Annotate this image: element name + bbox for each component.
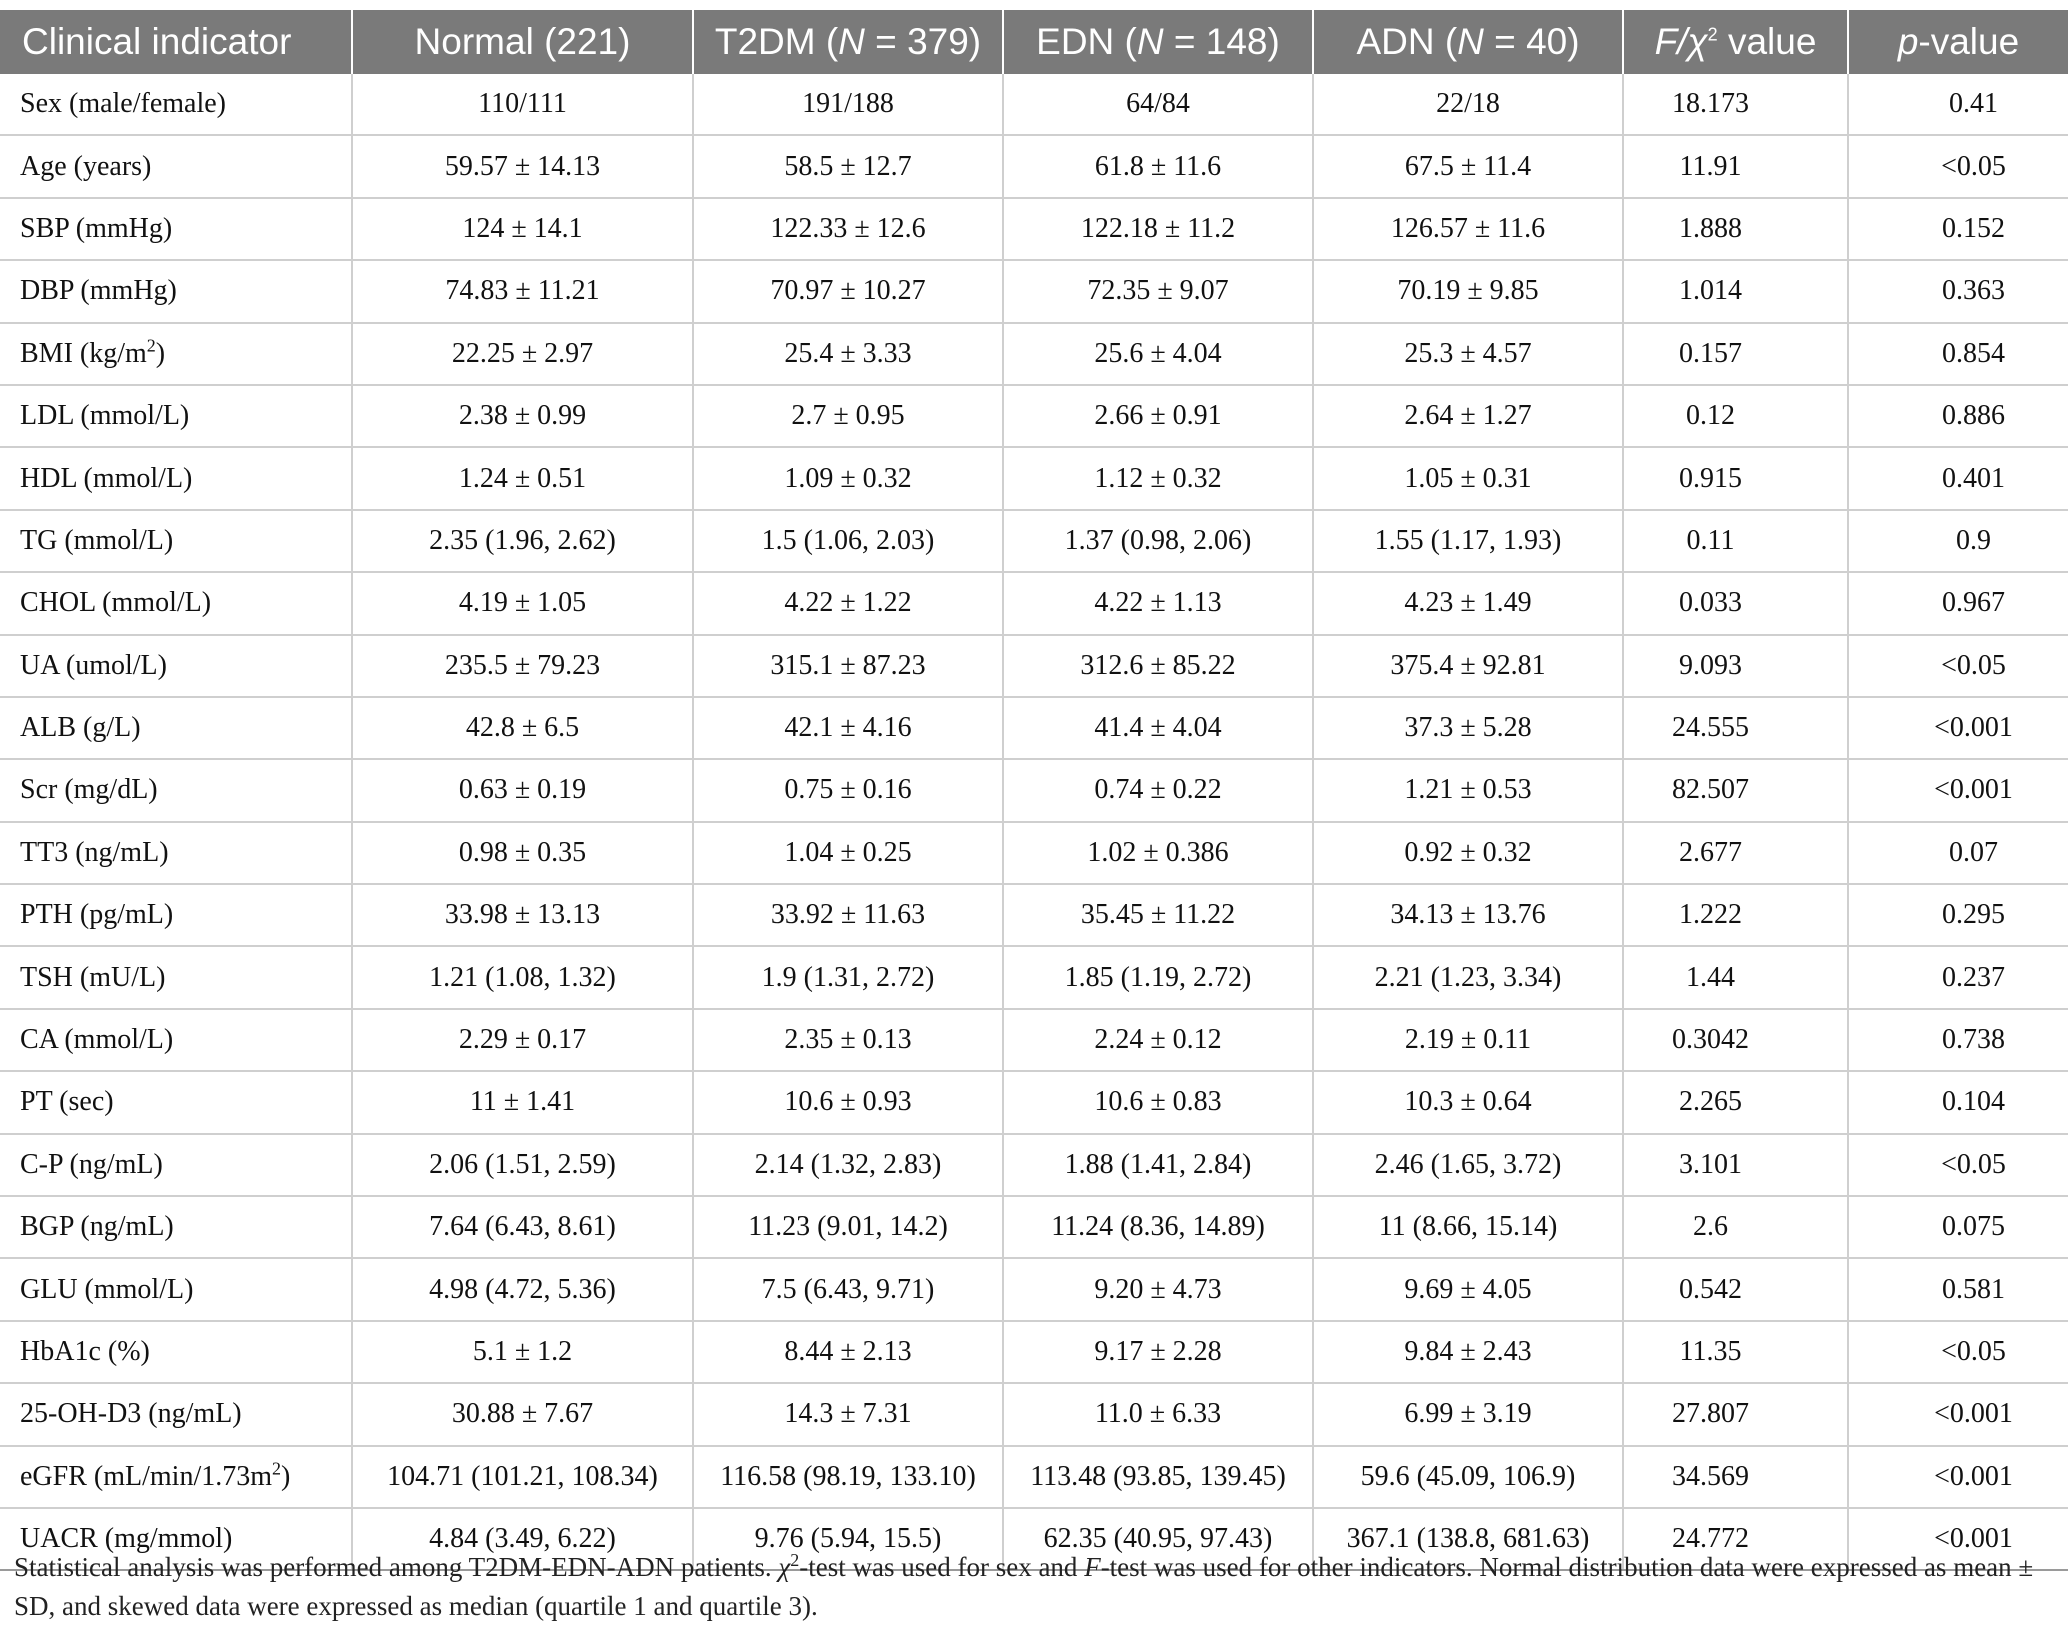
cell-edn: 64/84 [1003, 74, 1313, 135]
indicator-name-cell [0, 385, 352, 447]
cell-edn: 11.0 ± 6.33 [1003, 1383, 1313, 1445]
cell-normal: 33.98 ± 13.13 [352, 884, 693, 946]
cell-p: 0.41 [1848, 74, 2068, 135]
cell-edn: 122.18 ± 11.2 [1003, 198, 1313, 260]
table-row [0, 1321, 2068, 1383]
cell-p: 0.07 [1848, 822, 2068, 884]
cell-normal: 2.38 ± 0.99 [352, 385, 693, 447]
cell-p: <0.05 [1848, 1321, 2068, 1383]
cell-adn: 1.05 ± 0.31 [1313, 447, 1623, 509]
indicator-name-cell [0, 635, 352, 697]
cell-f: 1.888 [1623, 198, 1848, 260]
header-post-text: value [1717, 21, 1817, 62]
header-mid-text: -value [1918, 21, 2020, 62]
indicator-name: Age (years) [20, 150, 152, 182]
header-pre-text: T2DM ( [714, 21, 839, 62]
cell-t2dm: 1.5 (1.06, 2.03) [693, 510, 1003, 572]
footnote-chi-superscript: 2 [790, 1550, 800, 1570]
header-clinical-indicator [0, 10, 352, 74]
cell-t2dm: 8.44 ± 2.13 [693, 1321, 1003, 1383]
header-mid-text: = 379) [864, 21, 982, 62]
indicator-name: UA (umol/L) [20, 649, 167, 681]
indicator-name: ALB (g/L) [20, 712, 141, 744]
cell-adn: 1.21 ± 0.53 [1313, 759, 1623, 821]
table-row [0, 697, 2068, 759]
cell-adn: 4.23 ± 1.49 [1313, 572, 1623, 634]
cell-f: 2.677 [1623, 822, 1848, 884]
cell-t2dm: 9.76 (5.94, 15.5) [693, 1508, 1003, 1570]
cell-edn: 0.74 ± 0.22 [1003, 759, 1313, 821]
header-em-text: N [1457, 21, 1484, 62]
indicator-name-cell [0, 1071, 352, 1133]
cell-adn: 367.1 (138.8, 681.63) [1313, 1508, 1623, 1570]
cell-adn: 70.19 ± 9.85 [1313, 260, 1623, 322]
cell-adn: 34.13 ± 13.76 [1313, 884, 1623, 946]
cell-edn: 1.85 (1.19, 2.72) [1003, 946, 1313, 1008]
cell-p: <0.001 [1848, 1446, 2068, 1508]
indicator-name-cell [0, 697, 352, 759]
cell-f: 0.12 [1623, 385, 1848, 447]
indicator-name: LDL (mmol/L) [20, 400, 190, 432]
header-em-text: F/χ [1654, 21, 1708, 62]
cell-normal: 5.1 ± 1.2 [352, 1321, 693, 1383]
indicator-name: HDL (mmol/L) [20, 462, 193, 494]
indicator-name-cell [0, 946, 352, 1008]
cell-f: 1.014 [1623, 260, 1848, 322]
cell-normal: 11 ± 1.41 [352, 1071, 693, 1133]
cell-p: <0.05 [1848, 135, 2068, 197]
cell-edn: 61.8 ± 11.6 [1003, 135, 1313, 197]
indicator-name: DBP (mmHg) [20, 275, 177, 307]
cell-normal: 30.88 ± 7.67 [352, 1383, 693, 1445]
indicator-name-cell [0, 510, 352, 572]
indicator-name-cell [0, 260, 352, 322]
table-header-row [0, 10, 2068, 74]
cell-t2dm: 1.9 (1.31, 2.72) [693, 946, 1003, 1008]
cell-p: <0.001 [1848, 697, 2068, 759]
cell-edn: 312.6 ± 85.22 [1003, 635, 1313, 697]
indicator-name: TG (mmol/L) [20, 524, 174, 556]
cell-t2dm: 2.35 ± 0.13 [693, 1009, 1003, 1071]
cell-edn: 113.48 (93.85, 139.45) [1003, 1446, 1313, 1508]
cell-t2dm: 7.5 (6.43, 9.71) [693, 1258, 1003, 1320]
cell-adn: 2.19 ± 0.11 [1313, 1009, 1623, 1071]
indicator-name: TT3 (ng/mL) [20, 836, 169, 868]
table-row [0, 1071, 2068, 1133]
table-row [0, 135, 2068, 197]
cell-edn: 1.02 ± 0.386 [1003, 822, 1313, 884]
indicator-name: Sex (male/female) [20, 88, 227, 120]
cell-adn: 6.99 ± 3.19 [1313, 1383, 1623, 1445]
cell-f: 1.44 [1623, 946, 1848, 1008]
cell-normal: 22.25 ± 2.97 [352, 323, 693, 385]
cell-f: 3.101 [1623, 1134, 1848, 1196]
indicator-name-post: ) [281, 1460, 291, 1492]
cell-f: 2.265 [1623, 1071, 1848, 1133]
cell-f: 24.555 [1623, 697, 1848, 759]
cell-t2dm: 122.33 ± 12.6 [693, 198, 1003, 260]
cell-normal: 59.57 ± 14.13 [352, 135, 693, 197]
cell-adn: 9.69 ± 4.05 [1313, 1258, 1623, 1320]
header-em-text: N [1136, 21, 1164, 62]
indicator-name-cell [0, 198, 352, 260]
cell-t2dm: 315.1 ± 87.23 [693, 635, 1003, 697]
indicator-name-cell [0, 1446, 352, 1508]
indicator-name: Scr (mg/dL) [20, 774, 158, 806]
cell-normal: 4.98 (4.72, 5.36) [352, 1258, 693, 1320]
indicator-sup: 2 [272, 1458, 281, 1479]
footnote-text-1: Statistical analysis was performed among T2DM-EDN-ADN patients. [14, 1552, 779, 1582]
cell-edn: 9.20 ± 4.73 [1003, 1258, 1313, 1320]
header-f-chi2-value [1623, 10, 1848, 74]
cell-t2dm: 0.75 ± 0.16 [693, 759, 1003, 821]
cell-f: 9.093 [1623, 635, 1848, 697]
cell-edn: 62.35 (40.95, 97.43) [1003, 1508, 1313, 1570]
cell-p: 0.075 [1848, 1196, 2068, 1258]
cell-adn: 25.3 ± 4.57 [1313, 323, 1623, 385]
cell-p: 0.295 [1848, 884, 2068, 946]
table-row [0, 822, 2068, 884]
cell-normal: 104.71 (101.21, 108.34) [352, 1446, 693, 1508]
cell-p: 0.967 [1848, 572, 2068, 634]
cell-edn: 1.37 (0.98, 2.06) [1003, 510, 1313, 572]
cell-normal: 42.8 ± 6.5 [352, 697, 693, 759]
indicator-name: BGP (ng/mL) [20, 1211, 174, 1243]
footnote-f-symbol: F [1084, 1552, 1101, 1582]
indicator-name-cell [0, 74, 352, 135]
cell-edn: 1.12 ± 0.32 [1003, 447, 1313, 509]
cell-edn: 72.35 ± 9.07 [1003, 260, 1313, 322]
cell-normal: 0.63 ± 0.19 [352, 759, 693, 821]
table-row [0, 946, 2068, 1008]
indicator-name: PTH (pg/mL) [20, 899, 174, 931]
cell-adn: 10.3 ± 0.64 [1313, 1071, 1623, 1133]
indicator-name: C-P (ng/mL) [20, 1148, 163, 1180]
header-mid-text: = 148) [1163, 21, 1280, 62]
cell-normal: 235.5 ± 79.23 [352, 635, 693, 697]
cell-normal: 110/111 [352, 74, 693, 135]
cell-adn: 37.3 ± 5.28 [1313, 697, 1623, 759]
cell-p: <0.001 [1848, 759, 2068, 821]
table-row [0, 447, 2068, 509]
cell-f: 0.3042 [1623, 1009, 1848, 1071]
indicator-name-cell [0, 884, 352, 946]
indicator-name-cell [0, 822, 352, 884]
cell-f: 11.91 [1623, 135, 1848, 197]
cell-p: <0.05 [1848, 635, 2068, 697]
cell-normal: 4.84 (3.49, 6.22) [352, 1508, 693, 1570]
header-em-text: N [838, 21, 865, 62]
cell-normal: 1.21 (1.08, 1.32) [352, 946, 693, 1008]
cell-p: 0.581 [1848, 1258, 2068, 1320]
indicator-name: GLU (mmol/L) [20, 1273, 194, 1305]
header-pre-text: Clinical indicator [22, 21, 292, 62]
cell-t2dm: 58.5 ± 12.7 [693, 135, 1003, 197]
cell-edn: 2.66 ± 0.91 [1003, 385, 1313, 447]
cell-f: 82.507 [1623, 759, 1848, 821]
cell-normal: 2.29 ± 0.17 [352, 1009, 693, 1071]
header-edn [1003, 10, 1313, 74]
cell-normal: 7.64 (6.43, 8.61) [352, 1196, 693, 1258]
indicator-name: HbA1c (%) [20, 1336, 150, 1367]
indicator-name: BMI (kg/m [20, 337, 147, 369]
indicator-sup: 2 [146, 335, 156, 356]
cell-t2dm: 1.04 ± 0.25 [693, 822, 1003, 884]
cell-f: 0.157 [1623, 323, 1848, 385]
cell-p: 0.152 [1848, 198, 2068, 260]
table-row [0, 510, 2068, 572]
cell-normal: 0.98 ± 0.35 [352, 822, 693, 884]
cell-adn: 2.46 (1.65, 3.72) [1313, 1134, 1623, 1196]
table-row [0, 1446, 2068, 1508]
header-em-text: p [1897, 21, 1919, 62]
cell-f: 0.11 [1623, 510, 1848, 572]
cell-f: 34.569 [1623, 1446, 1848, 1508]
cell-edn: 4.22 ± 1.13 [1003, 572, 1313, 634]
indicator-name-cell [0, 1134, 352, 1196]
cell-t2dm: 1.09 ± 0.32 [693, 447, 1003, 509]
cell-p: <0.001 [1848, 1383, 2068, 1445]
cell-f: 2.6 [1623, 1196, 1848, 1258]
cell-t2dm: 33.92 ± 11.63 [693, 884, 1003, 946]
indicator-name-cell [0, 135, 352, 197]
table-row [0, 1383, 2068, 1445]
cell-t2dm: 191/188 [693, 74, 1003, 135]
cell-adn: 9.84 ± 2.43 [1313, 1321, 1623, 1383]
indicator-name: SBP (mmHg) [20, 212, 173, 244]
cell-f: 0.542 [1623, 1258, 1848, 1320]
cell-adn: 0.92 ± 0.32 [1313, 822, 1623, 884]
cell-edn: 1.88 (1.41, 2.84) [1003, 1134, 1313, 1196]
cell-adn: 59.6 (45.09, 106.9) [1313, 1446, 1623, 1508]
cell-t2dm: 4.22 ± 1.22 [693, 572, 1003, 634]
cell-normal: 2.06 (1.51, 2.59) [352, 1134, 693, 1196]
cell-f: 0.915 [1623, 447, 1848, 509]
indicator-name: TSH (mU/L) [20, 961, 166, 993]
cell-adn: 2.21 (1.23, 3.34) [1313, 946, 1623, 1008]
indicator-name: eGFR (mL/min/1.73m [20, 1460, 272, 1492]
table-row [0, 198, 2068, 260]
header-p-value [1848, 10, 2068, 74]
cell-p: <0.05 [1848, 1134, 2068, 1196]
cell-t2dm: 42.1 ± 4.16 [693, 697, 1003, 759]
table-row [0, 323, 2068, 385]
header-sup-text: 2 [1707, 24, 1718, 45]
header-normal [352, 10, 693, 74]
indicator-name-cell [0, 323, 352, 385]
cell-adn: 2.64 ± 1.27 [1313, 385, 1623, 447]
cell-edn: 10.6 ± 0.83 [1003, 1071, 1313, 1133]
header-adn [1313, 10, 1623, 74]
cell-normal: 74.83 ± 11.21 [352, 260, 693, 322]
cell-edn: 2.24 ± 0.12 [1003, 1009, 1313, 1071]
cell-t2dm: 116.58 (98.19, 133.10) [693, 1446, 1003, 1508]
cell-p: 0.854 [1848, 323, 2068, 385]
indicator-name-cell [0, 1383, 352, 1445]
cell-normal: 2.35 (1.96, 2.62) [352, 510, 693, 572]
cell-edn: 25.6 ± 4.04 [1003, 323, 1313, 385]
cell-p: 0.886 [1848, 385, 2068, 447]
cell-p: 0.363 [1848, 260, 2068, 322]
indicator-name: PT (sec) [20, 1086, 114, 1118]
indicator-name: CHOL (mmol/L) [20, 587, 212, 619]
indicator-name-cell [0, 1321, 352, 1383]
cell-f: 0.033 [1623, 572, 1848, 634]
cell-adn: 126.57 ± 11.6 [1313, 198, 1623, 260]
table-row [0, 759, 2068, 821]
cell-p: <0.001 [1848, 1508, 2068, 1570]
cell-f: 11.35 [1623, 1321, 1848, 1383]
cell-edn: 35.45 ± 11.22 [1003, 884, 1313, 946]
cell-normal: 4.19 ± 1.05 [352, 572, 693, 634]
cell-p: 0.104 [1848, 1071, 2068, 1133]
table-row [0, 1009, 2068, 1071]
table-row [0, 884, 2068, 946]
cell-normal: 124 ± 14.1 [352, 198, 693, 260]
cell-p: 0.738 [1848, 1009, 2068, 1071]
cell-f: 24.772 [1623, 1508, 1848, 1570]
cell-t2dm: 10.6 ± 0.93 [693, 1071, 1003, 1133]
cell-adn: 22/18 [1313, 74, 1623, 135]
cell-adn: 11 (8.66, 15.14) [1313, 1196, 1623, 1258]
table-footnote [14, 1548, 2054, 1626]
indicator-name: CA (mmol/L) [20, 1024, 174, 1056]
cell-t2dm: 2.14 (1.32, 2.83) [693, 1134, 1003, 1196]
cell-edn: 41.4 ± 4.04 [1003, 697, 1313, 759]
indicator-name-post: ) [155, 337, 166, 369]
header-mid-text: = 40) [1483, 21, 1580, 62]
header-pre-text: EDN ( [1036, 21, 1137, 62]
cell-p: 0.237 [1848, 946, 2068, 1008]
cell-t2dm: 25.4 ± 3.33 [693, 323, 1003, 385]
indicator-name-cell [0, 759, 352, 821]
cell-f: 1.222 [1623, 884, 1848, 946]
cell-t2dm: 2.7 ± 0.95 [693, 385, 1003, 447]
header-pre-text: ADN ( [1356, 21, 1458, 62]
indicator-name: UACR (mg/mmol) [20, 1523, 233, 1555]
indicator-name-cell [0, 1258, 352, 1320]
table-row [0, 385, 2068, 447]
table-row [0, 572, 2068, 634]
indicator-name-cell [0, 1196, 352, 1258]
clinical-indicators-table [0, 10, 2068, 1571]
table-row [0, 1196, 2068, 1258]
cell-p: 0.401 [1848, 447, 2068, 509]
cell-f: 18.173 [1623, 74, 1848, 135]
footnote-text-2: -test was used for sex and [799, 1552, 1085, 1582]
table-row [0, 1134, 2068, 1196]
footnote-text-3: -test was used for other indicators. Normal distribution data were expressed as mean ± SD, and skewed data were expressed as median (quartile 1 and quartile 3). [14, 1552, 2034, 1621]
table-row [0, 1258, 2068, 1320]
table-row [0, 260, 2068, 322]
cell-p: 0.9 [1848, 510, 2068, 572]
header-pre-text: Normal (221) [414, 21, 631, 62]
cell-t2dm: 70.97 ± 10.27 [693, 260, 1003, 322]
cell-t2dm: 14.3 ± 7.31 [693, 1383, 1003, 1445]
cell-edn: 9.17 ± 2.28 [1003, 1321, 1313, 1383]
cell-normal: 1.24 ± 0.51 [352, 447, 693, 509]
table-row [0, 635, 2068, 697]
table-row [0, 74, 2068, 135]
indicator-name-cell [0, 572, 352, 634]
cell-adn: 67.5 ± 11.4 [1313, 135, 1623, 197]
cell-f: 27.807 [1623, 1383, 1848, 1445]
footnote-chi-symbol: χ [778, 1552, 791, 1582]
cell-adn: 1.55 (1.17, 1.93) [1313, 510, 1623, 572]
cell-adn: 375.4 ± 92.81 [1313, 635, 1623, 697]
header-t2dm [693, 10, 1003, 74]
table-body [0, 74, 2068, 1570]
cell-edn: 11.24 (8.36, 14.89) [1003, 1196, 1313, 1258]
indicator-name-cell [0, 1009, 352, 1071]
cell-t2dm: 11.23 (9.01, 14.2) [693, 1196, 1003, 1258]
indicator-name: 25-OH-D3 (ng/mL) [20, 1398, 242, 1430]
indicator-name-cell [0, 447, 352, 509]
